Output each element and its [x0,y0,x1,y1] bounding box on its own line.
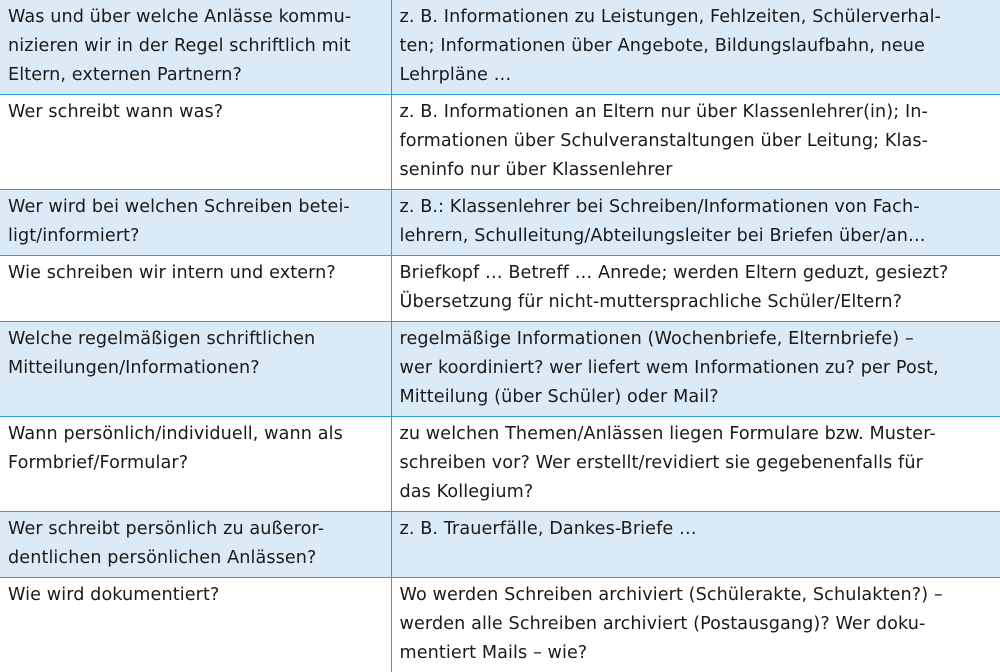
answer-line: ten; Informationen über Angebote, Bildungslaufbahn, neue [400,32,993,61]
question-cell [0,256,391,322]
answer-cell [391,512,1000,578]
answer-cell [391,0,1000,95]
answer-line: schreiben vor? Wer erstellt/revidiert sie gegebenenfalls für [400,449,993,478]
question-line: Formbrief/Formular? [8,449,383,478]
answer-line: z. B.: Klassenlehrer bei Schreiben/Informationen von Fach- [400,193,993,222]
question-line: dentlichen persönlichen Anlässen? [8,544,383,573]
answer-cell [391,256,1000,322]
question-line: ligt/informiert? [8,222,383,251]
answer-line: Lehrpläne … [400,61,993,90]
answer-line: das Kollegium? [400,478,993,507]
question-line: Was und über welche Anlässe kommu- [8,3,383,32]
question-line: Wer wird bei welchen Schreiben betei- [8,193,383,222]
question-cell [0,95,391,190]
answer-line: regelmäßige Informationen (Wochenbriefe, Elternbriefe) – [400,325,993,354]
question-cell [0,578,391,672]
answer-line: z. B. Informationen an Eltern nur über Klassenlehrer(in); In- [400,98,993,127]
answer-cell [391,417,1000,512]
question-cell [0,0,391,95]
table-row [0,95,1000,190]
question-cell [0,512,391,578]
question-line: Eltern, externen Partnern? [8,61,383,90]
table-row [0,322,1000,417]
question-line: Wer schreibt wann was? [8,98,383,127]
question-cell [0,417,391,512]
table-row [0,256,1000,322]
question-cell [0,190,391,256]
answer-line: formationen über Schulveranstaltungen über Leitung; Klas- [400,127,993,156]
table-row [0,512,1000,578]
question-line: Wer schreibt persönlich zu außeror- [8,515,383,544]
answer-line: zu welchen Themen/Anlässen liegen Formulare bzw. Muster- [400,420,993,449]
answer-line: werden alle Schreiben archiviert (Postausgang)? Wer doku- [400,610,993,639]
question-line: Wie wird dokumentiert? [8,581,383,610]
question-cell [0,322,391,417]
table-row [0,190,1000,256]
table-row [0,578,1000,672]
answer-line: lehrern, Schulleitung/Abteilungsleiter bei Briefen über/an… [400,222,993,251]
answer-cell [391,190,1000,256]
question-line: Mitteilungen/Informationen? [8,354,383,383]
answer-cell [391,95,1000,190]
answer-line: z. B. Informationen zu Leistungen, Fehlzeiten, Schülerverhal- [400,3,993,32]
answer-line: mentiert Mails – wie? [400,639,993,668]
answer-cell [391,578,1000,672]
question-line: Wie schreiben wir intern und extern? [8,259,383,288]
table-row [0,417,1000,512]
answer-line: wer koordiniert? wer liefert wem Informationen zu? per Post, [400,354,993,383]
answer-line: Übersetzung für nicht-muttersprachliche Schüler/Eltern? [400,288,993,317]
question-line: Wann persönlich/individuell, wann als [8,420,383,449]
answer-line: Mitteilung (über Schüler) oder Mail? [400,383,993,412]
question-line: Welche regelmäßigen schriftlichen [8,325,383,354]
answer-line: Briefkopf … Betreff … Anrede; werden Eltern geduzt, gesiezt? [400,259,993,288]
answer-line: Wo werden Schreiben archiviert (Schülerakte, Schulakten?) – [400,581,993,610]
answer-line: seninfo nur über Klassenlehrer [400,156,993,185]
question-line: nizieren wir in der Regel schriftlich mit [8,32,383,61]
answer-line: z. B. Trauerfälle, Dankes-Briefe … [400,515,993,544]
table-row [0,0,1000,95]
answer-cell [391,322,1000,417]
